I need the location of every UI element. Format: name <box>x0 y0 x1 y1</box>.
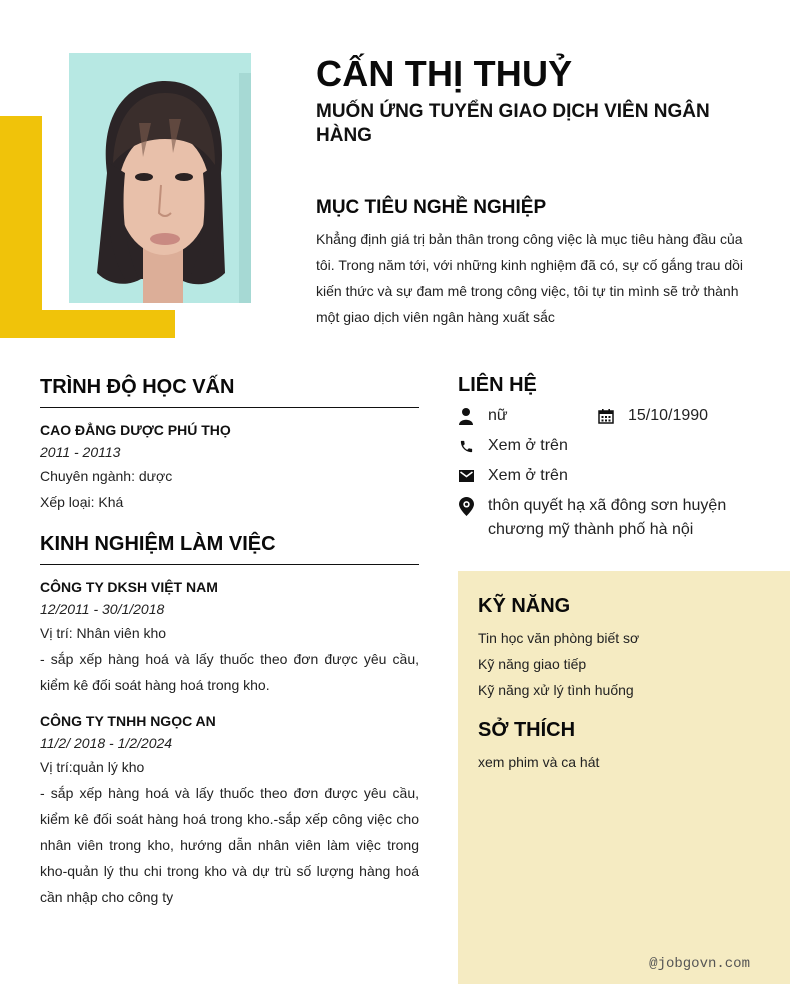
skill-item: Tin học văn phòng biết sơ <box>478 630 640 646</box>
skill-item: Kỹ năng giao tiếp <box>478 656 587 672</box>
contact-heading: LIÊN HỆ <box>458 374 537 396</box>
contact-row-phone <box>458 434 778 458</box>
map-pin-icon <box>458 496 474 516</box>
experience-section <box>40 531 419 910</box>
person-icon <box>458 406 474 426</box>
school-name: CAO ĐẲNG DƯỢC PHÚ THỌ <box>40 422 231 438</box>
email-value: Xem ở trên <box>488 467 568 484</box>
education-period: 2011 - 20113 <box>40 444 121 460</box>
gender-value: nữ <box>488 407 508 424</box>
skill-item: Kỹ năng xử lý tình huống <box>478 682 634 698</box>
hobbies-list <box>478 749 768 775</box>
experience-entry <box>40 712 419 910</box>
education-section <box>40 374 419 515</box>
skills-hobbies-panel <box>458 571 790 984</box>
birthday-value: 15/10/1990 <box>628 407 709 424</box>
company-name: CÔNG TY TNHH NGỌC AN <box>40 713 216 729</box>
accent-bar-horizontal <box>0 310 175 338</box>
education-heading: TRÌNH ĐỘ HỌC VẤN <box>40 374 419 408</box>
resume-header <box>316 52 756 148</box>
envelope-icon <box>458 466 474 486</box>
skills-heading: KỸ NĂNG <box>478 595 571 617</box>
address-value: thôn quyết hạ xã đông sơn huyện chương mỹ thành phố hà nội <box>488 497 727 538</box>
career-objective-section <box>316 196 756 330</box>
job-description: - sắp xếp hàng hoá và lấy thuốc theo đơn được yêu cầu, kiểm kê đối soát hàng hoá trong kho. <box>40 651 419 693</box>
job-position: Vị trí:quản lý kho <box>40 759 145 775</box>
education-grade: Xếp loại: Khá <box>40 494 124 510</box>
education-entry <box>40 421 419 515</box>
phone-value: Xem ở trên <box>488 437 568 454</box>
experience-heading: KINH NGHIỆM LÀM VIỆC <box>40 531 419 565</box>
profile-photo <box>69 53 251 303</box>
contact-row-gender-birthday <box>458 404 778 428</box>
education-major: Chuyên ngành: dược <box>40 468 173 484</box>
job-title: MUỐN ỨNG TUYỂN GIAO DỊCH VIÊN NGÂN HÀNG <box>316 101 710 146</box>
contact-section <box>458 372 778 542</box>
contact-row-email <box>458 464 778 488</box>
employment-period: 12/2011 - 30/1/2018 <box>40 601 165 617</box>
company-name: CÔNG TY DKSH VIỆT NAM <box>40 579 218 595</box>
employment-period: 11/2/ 2018 - 1/2/2024 <box>40 735 173 751</box>
experience-entry <box>40 578 419 698</box>
calendar-icon <box>598 406 614 426</box>
skills-list <box>478 625 768 703</box>
job-position: Vị trí: Nhân viên kho <box>40 625 167 641</box>
career-objective-heading: MỤC TIÊU NGHỀ NGHIỆP <box>316 197 547 218</box>
career-objective-text: Khẳng định giá trị bản thân trong công việc là mục tiêu hàng đầu của tôi. Trong năm tới, với những kinh nghiệm đã có, sự cố gắng trau dồi kiến thức và sự đam mê trong công việc, tôi tự tin mình sẽ trở thành một giao dịch viên ngân hàng xuất sắc <box>316 231 743 325</box>
phone-icon <box>458 436 474 456</box>
watermark: @jobgovn.com <box>649 956 750 972</box>
candidate-name: CẤN THỊ THUỶ <box>316 53 573 94</box>
contact-row-address <box>458 494 778 542</box>
left-column <box>40 374 419 910</box>
job-description: - sắp xếp hàng hoá và lấy thuốc theo đơn được yêu cầu, kiểm kê đối soát hàng hoá trong kho.-sắp xếp công việc cho nhân viên trong kho, hướng dẫn nhân viên làm việc trong kho-quản lý thu chi trong kho và dự trù số lượng hàng hoá cần nhập cho công ty <box>40 785 419 905</box>
hobbies-heading: SỞ THÍCH <box>478 719 576 741</box>
accent-bar-vertical <box>0 116 42 338</box>
hobby-item: xem phim và ca hát <box>478 754 600 770</box>
portrait-illustration <box>69 53 251 303</box>
